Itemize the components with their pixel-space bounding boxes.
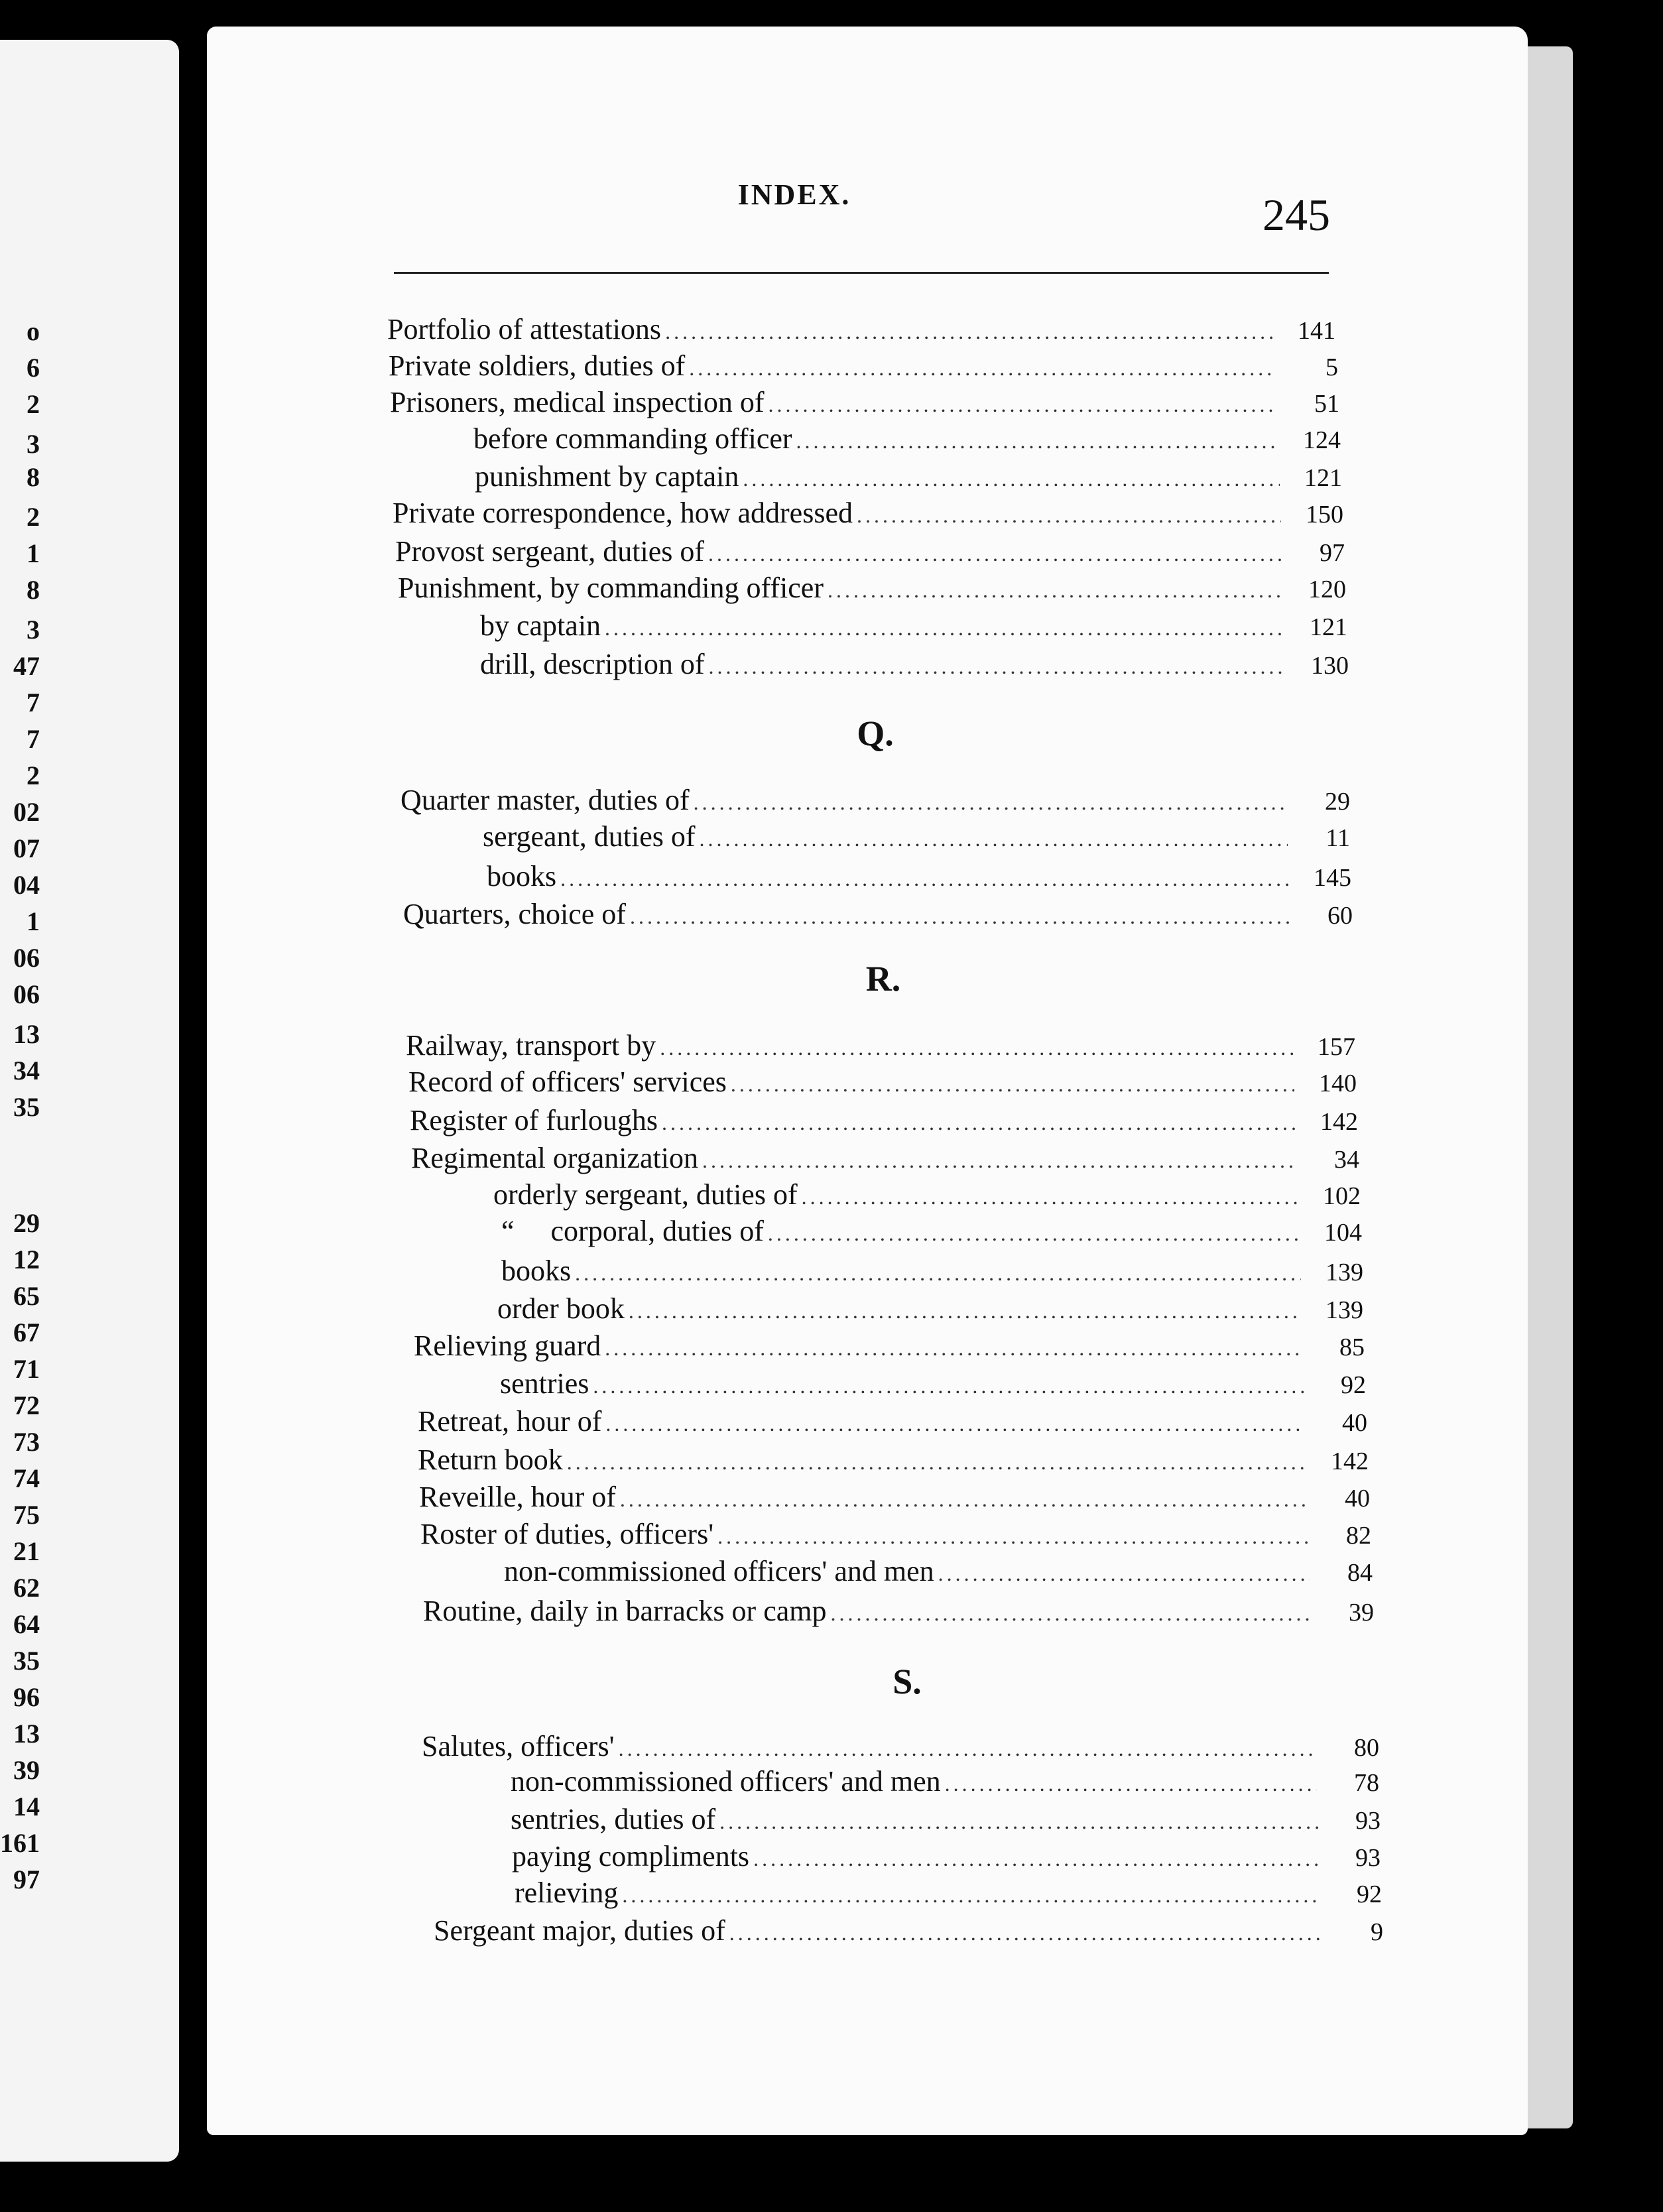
leader-dots: [830, 1603, 1312, 1624]
entry-label: books: [487, 860, 557, 892]
facing-page-number: 8: [27, 575, 40, 605]
leader-dots: [857, 505, 1281, 526]
facing-page-number: 12: [13, 1245, 40, 1274]
entry-page: 93: [1355, 1807, 1381, 1835]
index-entry: [423, 1597, 1374, 1626]
leader-dots: [700, 828, 1288, 849]
index-entry: [414, 1331, 1365, 1361]
entry-page: 141: [1298, 317, 1335, 345]
facing-page-number: 04: [13, 870, 40, 900]
entry-page: 124: [1303, 426, 1341, 454]
index-entry: [501, 1217, 1362, 1246]
entry-page: 5: [1325, 353, 1338, 381]
index-entry: [501, 1257, 1363, 1286]
entry-page: 60: [1327, 902, 1353, 930]
leader-dots: [629, 1300, 1301, 1321]
index-entry: [422, 1732, 1379, 1761]
leader-dots: [605, 1337, 1302, 1359]
facing-page-number: 13: [13, 1019, 40, 1049]
leader-dots: [709, 656, 1287, 677]
index-entry: [515, 1878, 1382, 1908]
facing-page-number: 35: [13, 1092, 40, 1122]
entry-page: 102: [1323, 1182, 1361, 1210]
facing-page-number: 1: [27, 538, 40, 568]
index-entry: [408, 1068, 1357, 1097]
entry-page: 142: [1320, 1108, 1358, 1136]
leader-dots: [802, 1186, 1298, 1207]
leader-dots: [796, 430, 1278, 452]
entry-label: Punishment, by commanding officer: [398, 572, 824, 604]
facing-page-number: 47: [13, 651, 40, 681]
entry-page: 92: [1341, 1371, 1366, 1399]
leader-dots: [768, 1223, 1300, 1244]
entry-label: punishment by captain: [475, 460, 739, 493]
leader-dots: [945, 1773, 1317, 1794]
entry-page: 145: [1314, 864, 1351, 892]
leader-dots: [560, 868, 1289, 889]
entry-label: sentries, duties of: [511, 1803, 716, 1835]
entry-label: drill, description of: [480, 648, 705, 680]
index-entry: [512, 1842, 1381, 1871]
entry-label: order book: [497, 1292, 625, 1325]
entry-page: 84: [1347, 1559, 1373, 1587]
index-entry: [418, 1407, 1367, 1436]
section-letter-s: S.: [893, 1662, 922, 1701]
index-entry: [418, 1445, 1369, 1475]
index-entry: [480, 611, 1347, 641]
entry-page: 139: [1325, 1259, 1363, 1286]
leader-dots: [717, 1526, 1309, 1547]
facing-page-number: 65: [13, 1281, 40, 1311]
index-entry: [497, 1294, 1363, 1323]
index-entry: [411, 1144, 1359, 1173]
entry-page: 40: [1345, 1485, 1370, 1512]
leader-dots: [605, 617, 1285, 639]
facing-page-number: 97: [13, 1865, 40, 1894]
facing-page-number: 8: [27, 462, 40, 492]
entry-page: 93: [1355, 1844, 1381, 1872]
entry-page: 92: [1357, 1880, 1382, 1908]
entry-page: 9: [1371, 1918, 1383, 1946]
facing-page-number: 39: [13, 1755, 40, 1785]
entry-label: Railway, transport by: [406, 1029, 656, 1062]
leader-dots: [605, 1413, 1305, 1434]
index-entry: [473, 424, 1341, 454]
entry-page: 85: [1339, 1333, 1365, 1361]
facing-page-number: 3: [27, 615, 40, 645]
entry-page: 80: [1354, 1734, 1379, 1762]
facing-page-number: 71: [13, 1354, 40, 1384]
facing-page-number: 35: [13, 1646, 40, 1676]
leader-dots: [689, 357, 1276, 379]
entry-label: non-commissioned officers' and men: [504, 1555, 934, 1587]
entry-label: books: [501, 1255, 572, 1287]
leader-dots: [938, 1563, 1310, 1584]
index-entry: [483, 822, 1350, 851]
leader-dots: [619, 1738, 1317, 1759]
leader-dots: [660, 1037, 1293, 1058]
page-number: 245: [1263, 190, 1330, 240]
entry-label: Relieving guard: [414, 1329, 601, 1362]
index-entry: [419, 1483, 1370, 1512]
index-entry: [487, 862, 1351, 891]
facing-page-number: 3: [27, 429, 40, 459]
index-entry: [500, 1369, 1366, 1398]
entry-label: Quarter master, duties of: [400, 784, 690, 816]
entry-page: 150: [1306, 501, 1343, 528]
facing-page-number: 34: [13, 1056, 40, 1085]
facing-page-number: 6: [27, 353, 40, 383]
leader-dots: [769, 394, 1277, 415]
facing-page-number: 64: [13, 1609, 40, 1639]
index-entry: [410, 1106, 1358, 1135]
leader-dots: [743, 468, 1280, 489]
facing-page: [0, 40, 179, 2162]
facing-page-number: 67: [13, 1318, 40, 1347]
entry-label: Retreat, hour of: [418, 1405, 602, 1438]
leader-dots: [567, 1451, 1306, 1473]
entry-label: Sergeant major, duties of: [434, 1914, 725, 1947]
index-entry: [493, 1180, 1361, 1209]
facing-page-number: 74: [13, 1463, 40, 1493]
index-entry: [434, 1916, 1383, 1945]
entry-page: 140: [1319, 1070, 1357, 1097]
entry-label: Reveille, hour of: [419, 1481, 616, 1513]
page-edge: [1525, 46, 1573, 2128]
leader-dots: [593, 1375, 1304, 1396]
leader-dots: [662, 1112, 1296, 1133]
entry-label: Regimental organization: [411, 1142, 698, 1174]
facing-page-number: 21: [13, 1536, 40, 1566]
leader-dots: [575, 1262, 1301, 1284]
entry-page: 82: [1346, 1522, 1371, 1550]
entry-label: Roster of duties, officers': [420, 1518, 714, 1550]
header-rule: [394, 272, 1329, 274]
index-entry: [420, 1520, 1371, 1549]
entry-label: Prisoners, medical inspection of: [390, 386, 765, 418]
index-entry: [475, 462, 1342, 491]
leader-dots: [620, 1489, 1308, 1510]
entry-label: non-commissioned officers' and men: [511, 1765, 941, 1798]
index-entry: [387, 315, 1335, 344]
entry-label: Portfolio of attestations: [387, 313, 662, 345]
facing-page-number: 13: [13, 1719, 40, 1749]
facing-page-number: 7: [27, 688, 40, 717]
entry-label: before commanding officer: [473, 422, 792, 455]
index-entry: [406, 1031, 1355, 1060]
entry-label: orderly sergeant, duties of: [493, 1178, 798, 1211]
facing-page-number: 1: [27, 906, 40, 936]
leader-dots: [731, 1074, 1294, 1095]
leader-dots: [665, 321, 1273, 342]
facing-page-number: 29: [13, 1208, 40, 1238]
section-letter-r: R.: [865, 959, 901, 999]
running-head: INDEX.: [737, 178, 851, 211]
facing-page-number: 73: [13, 1427, 40, 1457]
index-entry: [511, 1767, 1379, 1796]
facing-page-number: o: [27, 316, 40, 346]
leader-dots: [708, 543, 1282, 564]
index-entry: [398, 574, 1346, 603]
leader-dots: [729, 1922, 1321, 1943]
entry-page: 120: [1308, 576, 1346, 603]
index-entry: [390, 388, 1339, 417]
leader-dots: [753, 1848, 1318, 1869]
entry-page: 29: [1325, 788, 1350, 816]
facing-page-number: 2: [27, 389, 40, 419]
leader-dots: [630, 906, 1290, 927]
facing-page-number: 72: [13, 1390, 40, 1420]
index-entry: [395, 537, 1345, 566]
entry-page: 142: [1331, 1447, 1369, 1475]
index-entry: [393, 499, 1343, 528]
entry-label: Private soldiers, duties of: [389, 349, 686, 382]
entry-label: Private correspondence, how addressed: [393, 497, 853, 529]
entry-page: 51: [1314, 390, 1339, 418]
entry-label: Salutes, officers': [422, 1730, 615, 1762]
facing-page-number: 06: [13, 979, 40, 1009]
entry-page: 34: [1334, 1146, 1359, 1174]
entry-label: by captain: [480, 609, 601, 642]
facing-page-number: 62: [13, 1573, 40, 1603]
index-entry: [504, 1557, 1373, 1586]
facing-page-number: 2: [27, 761, 40, 790]
leader-dots: [828, 580, 1284, 601]
entry-label: relieving: [515, 1876, 619, 1909]
entry-page: 78: [1354, 1769, 1379, 1797]
entry-page: 97: [1320, 539, 1345, 567]
entry-label: Record of officers' services: [408, 1066, 727, 1098]
facing-page-number: 07: [13, 833, 40, 863]
index-entry: [511, 1805, 1381, 1834]
entry-label: sentries: [500, 1367, 589, 1400]
entry-label: Quarters, choice of: [403, 898, 626, 930]
index-entry: [480, 650, 1349, 679]
facing-page-number: 96: [13, 1682, 40, 1712]
facing-page-number: 2: [27, 502, 40, 532]
entry-page: 39: [1349, 1599, 1374, 1627]
entry-label: “ corporal, duties of: [501, 1215, 764, 1247]
entry-label: Return book: [418, 1444, 563, 1476]
entry-page: 11: [1325, 824, 1350, 852]
index-entry: [403, 900, 1353, 929]
entry-page: 121: [1310, 613, 1347, 641]
entry-page: 104: [1324, 1219, 1362, 1247]
entry-label: sergeant, duties of: [483, 820, 696, 853]
section-letter-q: Q.: [857, 713, 894, 753]
entry-label: paying compliments: [512, 1840, 750, 1873]
entry-page: 40: [1342, 1409, 1367, 1437]
facing-page-number: 02: [13, 797, 40, 827]
facing-page-number: 06: [13, 943, 40, 973]
entry-label: Register of furloughs: [410, 1104, 658, 1137]
facing-page-number: 75: [13, 1500, 40, 1530]
facing-page-number: 14: [13, 1792, 40, 1821]
leader-dots: [719, 1811, 1318, 1832]
entry-page: 130: [1311, 652, 1349, 680]
index-entry: [389, 351, 1338, 381]
leader-dots: [702, 1150, 1297, 1171]
leader-dots: [622, 1884, 1320, 1906]
index-entry: [400, 786, 1350, 815]
facing-page-number: 7: [27, 724, 40, 754]
entry-label: Routine, daily in barracks or camp: [423, 1595, 827, 1627]
entry-page: 139: [1325, 1296, 1363, 1324]
entry-label: Provost sergeant, duties of: [395, 535, 705, 568]
entry-page: 121: [1304, 464, 1342, 492]
entry-page: 157: [1318, 1033, 1355, 1061]
facing-page-number: 161: [0, 1828, 40, 1858]
leader-dots: [694, 792, 1288, 813]
